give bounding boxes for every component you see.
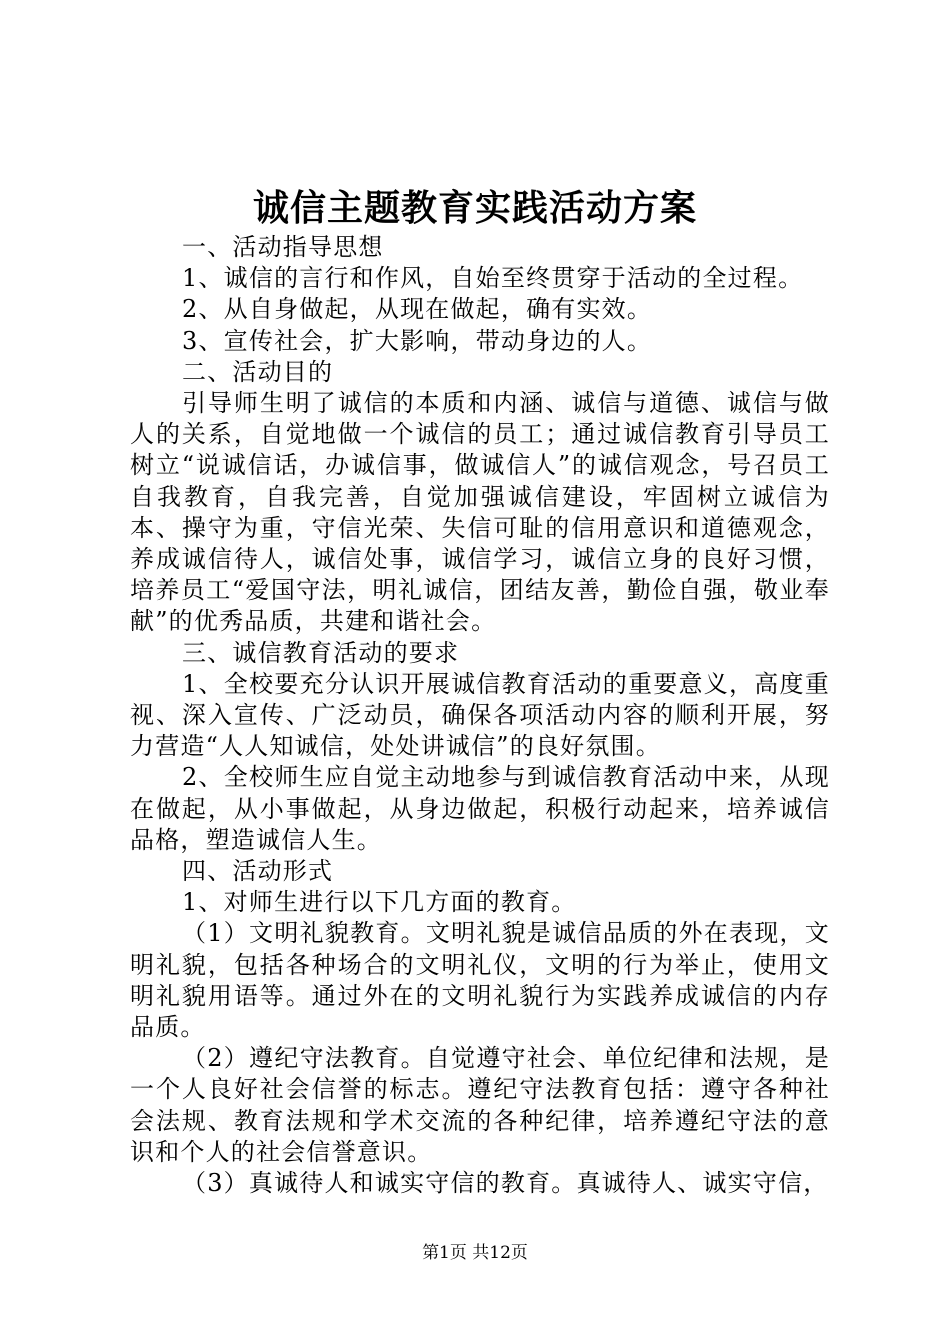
section-heading-3: 三、诚信教育活动的要求: [182, 638, 460, 667]
document-body: [130, 232, 830, 1199]
paragraph-form-1: 1、对师生进行以下几方面的教育。: [182, 888, 577, 917]
page-footer: 第1页 共12页: [422, 1243, 528, 1263]
section-heading-2: 二、活动目的: [182, 357, 334, 386]
document-title: 诚信主题教育实践活动方案: [252, 187, 697, 229]
paragraph-guideline-2: 2、从自身做起，从现在做起，确有实效。: [182, 295, 653, 324]
paragraph-requirement-2: 2、全校师生应自觉主动地参与到诚信教育活动中来，从现在做起，从小事做起，从身边做起，积极行动起来，培养诚信品格，塑造诚信人生。: [130, 763, 830, 854]
section-heading-4: 四、活动形式: [182, 857, 334, 886]
paragraph-guideline-1: 1、诚信的言行和作风，自始至终贯穿于活动的全过程。: [182, 264, 804, 293]
paragraph-requirement-1: 1、全校要充分认识开展诚信教育活动的重要意义，高度重视、深入宣传、广泛动员，确保各项活动内容的顺利开展，努力营造“人人知诚信，处处讲诚信”的良好氛围。: [130, 669, 830, 761]
paragraph-form-1-item-2: （2）遵纪守法教育。自觉遵守社会、单位纪律和法规，是一个人良好社会信誉的标志。遵纪守法教育包括：遵守各种社会法规、教育法规和学术交流的各种纪律，培养遵纪守法的意识和个人的社会信誉意识。: [130, 1044, 830, 1166]
section-heading-1: 一、活动指导思想: [182, 233, 384, 261]
paragraph-form-1-item-3: （3）真诚待人和诚实守信的教育。真诚待人、诚实守信，: [182, 1169, 829, 1198]
paragraph-purpose: 引导师生明了诚信的本质和内涵、诚信与道德、诚信与做人的关系，自觉地做一个诚信的员工；通过诚信教育引导员工树立“说诚信话，办诚信事，做诚信人”的诚信观念，号召员工自我教育，自我完善，自觉加强诚信建设，牢固树立诚信为本、操守为重，守信光荣、失信可耻的信用意识和道德观念，养成诚信待人，诚信处事，诚信学习，诚信立身的良好习惯，培养员工“爱国守法，明礼诚信，团结友善，勤俭自强，敬业奉献”的优秀品质，共建和谐社会。: [130, 389, 830, 636]
paragraph-guideline-3: 3、宣传社会，扩大影响，带动身边的人。: [182, 326, 653, 355]
paragraph-form-1-item-1: （1）文明礼貌教育。文明礼貌是诚信品质的外在表现，文明礼貌，包括各种场合的文明礼仪，文明的行为举止，使用文明礼貌用语等。通过外在的文明礼貌行为实践养成诚信的内存品质。: [130, 919, 830, 1042]
